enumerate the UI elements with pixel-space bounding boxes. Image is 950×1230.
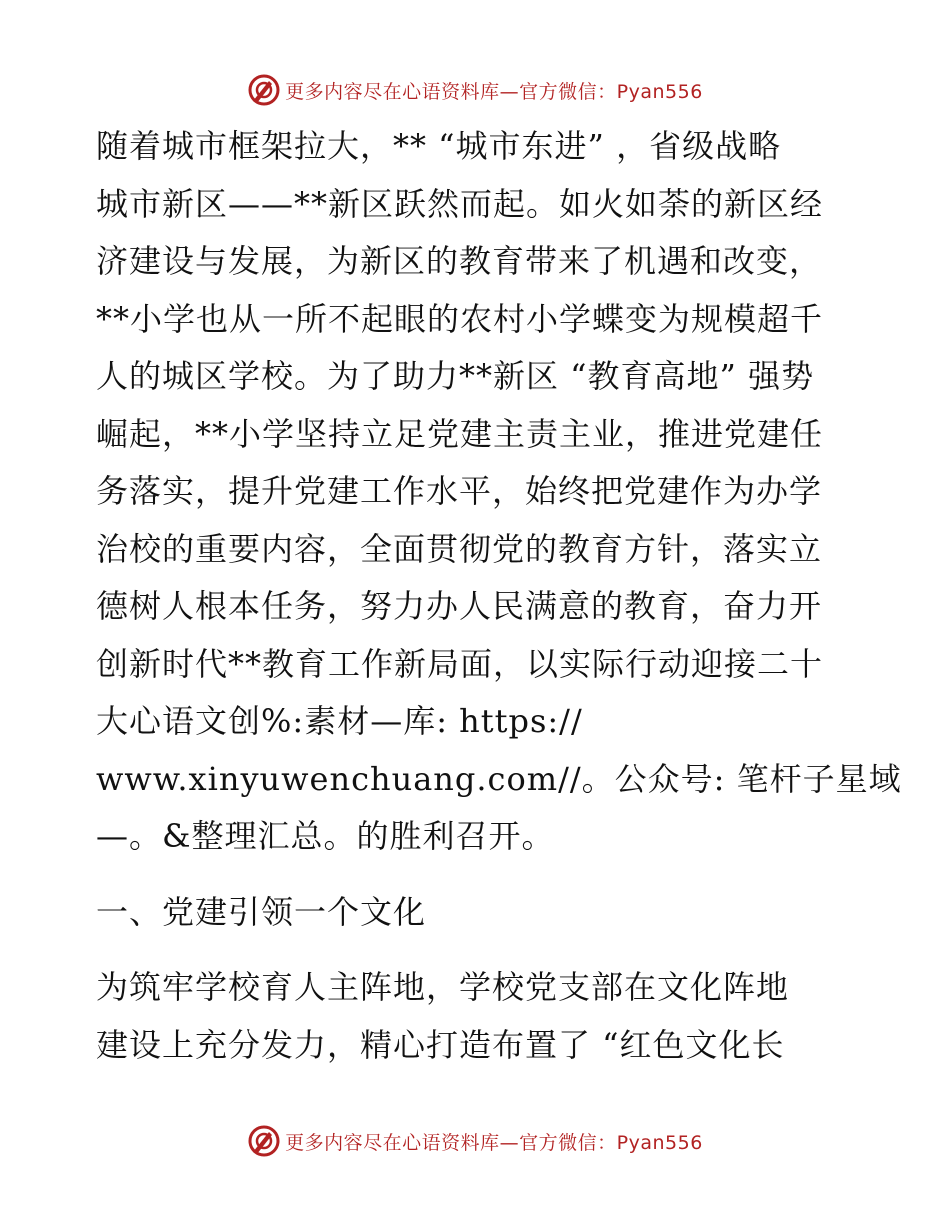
text-line: 为筑牢学校育人主阵地，学校党支部在文化阵地: [96, 968, 790, 1006]
text-line: 创新时代**教育工作新局面，以实际行动迎接二十: [96, 644, 824, 683]
brand-logo-icon: [247, 73, 281, 107]
text-line: **小学也从一所不起眼的农村小学蝶变为规模超千: [96, 299, 824, 338]
paragraph-gap: [96, 866, 856, 884]
section-heading: [96, 884, 856, 942]
footer-watermark: [0, 1121, 950, 1161]
text-line: 德树人根本任务，努力办人民满意的教育，奋力开: [96, 587, 823, 625]
document-body: [96, 118, 902, 1074]
text-line: 济建设与发展，为新区的教育带来了机遇和改变，: [96, 242, 823, 280]
text-line: 人的城区学校。为了助力**新区 “教育高地” 强势: [96, 357, 815, 395]
watermark-text: 更多内容尽在心语资料库—官方微信：Pyan556: [285, 1131, 703, 1154]
text-line: —。&整理汇总。的胜利召开。: [96, 817, 555, 855]
text-line: 崛起，**小学坚持立足党建主责主业，推进党建任: [96, 414, 824, 453]
paragraph-section-one: [96, 959, 856, 1074]
paragraph-gap: [96, 941, 856, 959]
text-line: 城市新区——**新区跃然而起。如火如荼的新区经: [96, 184, 824, 223]
text-line: 大心语文创%:素材—库: https://: [96, 702, 583, 740]
heading-line: 一、党建引领一个文化: [96, 892, 427, 931]
text-line: 务落实，提升党建工作水平，始终把党建作为办学: [96, 472, 823, 510]
text-line: www.xinyuwenchuang.com//。公众号: 笔杆子星域: [96, 759, 902, 798]
text-line: 建设上充分发力，精心打造布置了 “红色文化长: [96, 1025, 785, 1064]
watermark-text: 更多内容尽在心语资料库—官方微信：Pyan556: [285, 80, 703, 103]
paragraph-intro: [96, 118, 902, 866]
text-line: 治校的重要内容，全面贯彻党的教育方针，落实立: [96, 529, 823, 568]
header-watermark: [0, 70, 950, 110]
text-line: 随着城市框架拉大，** “城市东进” ，省级战略: [96, 127, 782, 165]
brand-logo-icon: [247, 1124, 281, 1158]
